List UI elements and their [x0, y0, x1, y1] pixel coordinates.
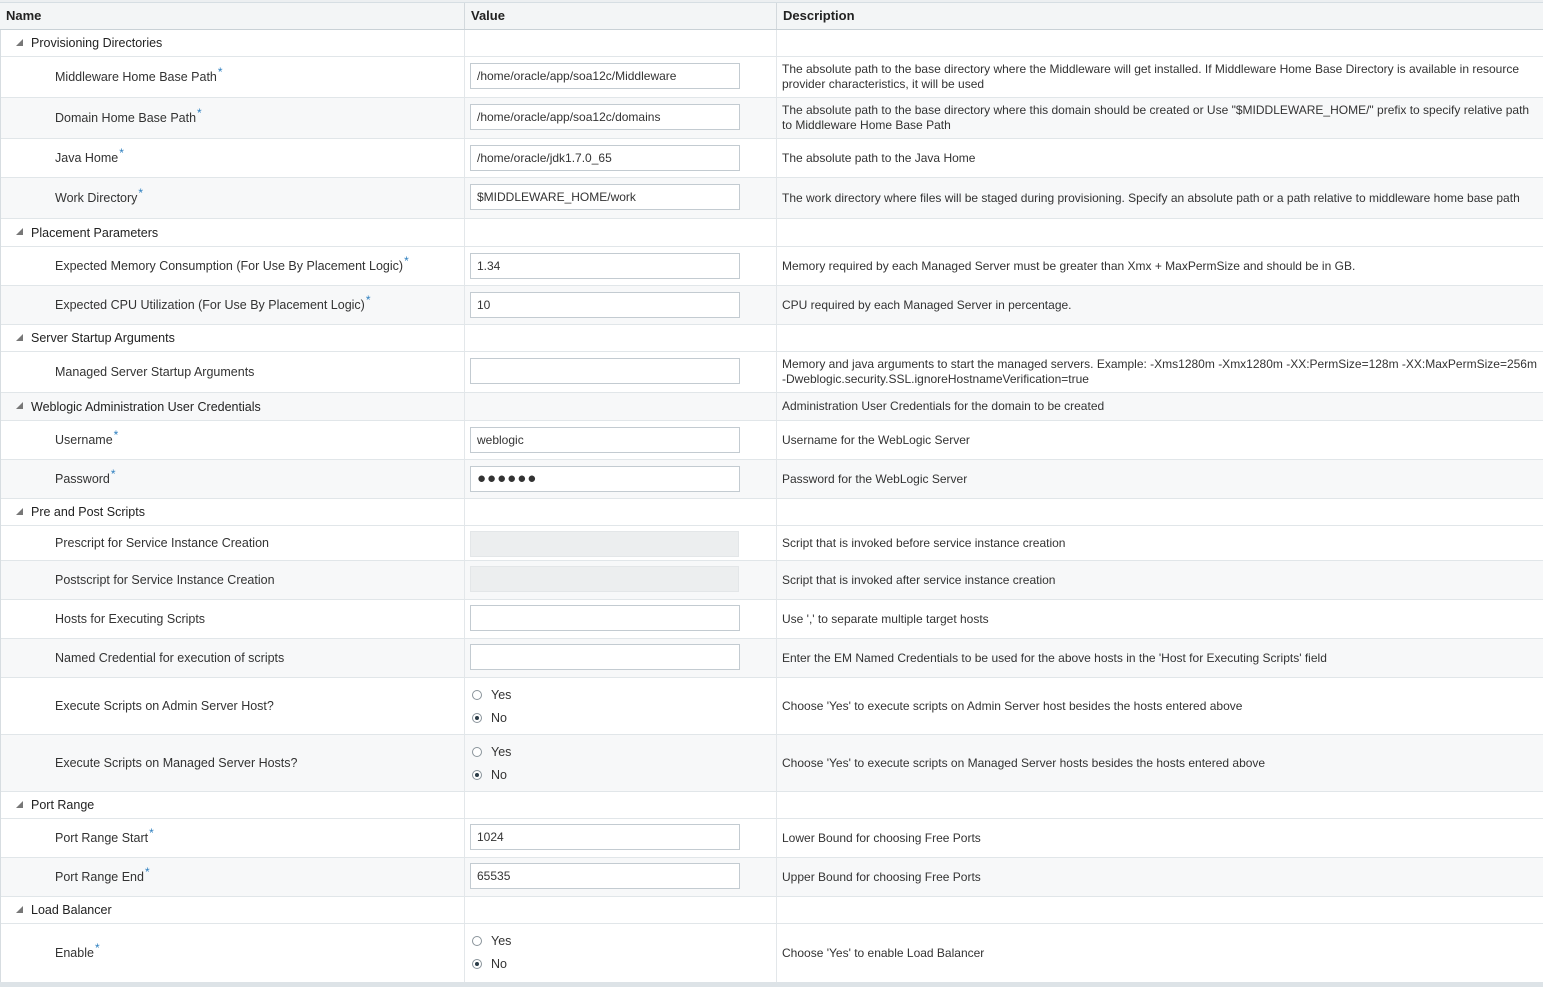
table-row	[0, 819, 1543, 858]
row-label: Execute Scripts on Managed Server Hosts?	[55, 756, 298, 770]
row-description: Use ',' to separate multiple target hosts	[782, 611, 989, 626]
row-label: Username	[55, 433, 113, 447]
radio-option-yes[interactable]: Yes	[472, 740, 511, 763]
username-input[interactable]: weblogic	[470, 427, 740, 453]
group-row-startup[interactable]	[0, 325, 1543, 352]
group-label: Port Range	[31, 798, 95, 812]
postscript-field[interactable]	[470, 566, 739, 592]
row-description: Memory required by each Managed Server must be greater than Xmx + MaxPermSize and should be in GB.	[782, 258, 1356, 273]
middleware-home-input[interactable]: /home/oracle/app/soa12c/Middleware	[470, 63, 740, 89]
required-marker: *	[217, 65, 223, 79]
cpu-utilization-input[interactable]: 10	[470, 292, 740, 318]
group-label: Server Startup Arguments	[31, 331, 175, 345]
table-row	[0, 352, 1543, 393]
table-row	[0, 247, 1543, 286]
row-label: Enable	[55, 946, 94, 960]
row-label: Port Range Start	[55, 831, 149, 845]
group-row-scripts[interactable]	[0, 499, 1543, 526]
row-label: Execute Scripts on Admin Server Host?	[55, 699, 274, 713]
group-label: Placement Parameters	[31, 225, 159, 240]
required-marker: *	[404, 254, 409, 268]
row-description: The absolute path to the base directory where the Middleware will get installed. If Middleware Home Base Directory is available in resource provider characteristics, it will be used	[782, 62, 1520, 91]
table-row	[0, 98, 1543, 139]
password-input[interactable]: ●●●●●●	[470, 466, 740, 492]
row-description: CPU required by each Managed Server in percentage.	[782, 297, 1072, 312]
required-marker: *	[365, 293, 371, 307]
memory-consumption-input[interactable]: 1.34	[470, 253, 740, 279]
radio-option-no[interactable]: No	[472, 706, 511, 729]
row-label: Hosts for Executing Scripts	[55, 612, 206, 626]
collapse-triangle-icon[interactable]	[16, 334, 23, 341]
required-marker: *	[197, 106, 202, 120]
table-row	[0, 139, 1543, 178]
left-border	[0, 30, 1, 982]
table-row	[0, 57, 1543, 98]
row-label: Work Directory	[55, 191, 138, 205]
row-label: Domain Home Base Path	[55, 111, 197, 125]
group-row-placement[interactable]	[0, 219, 1543, 247]
group-label: Load Balancer	[31, 903, 112, 917]
column-header-description[interactable]: Description	[783, 8, 855, 23]
radio-option-no[interactable]: No	[472, 763, 511, 786]
group-label: Provisioning Directories	[31, 36, 163, 50]
startup-arguments-input[interactable]	[470, 358, 740, 384]
row-description: Enter the EM Named Credentials to be used for the above hosts in the 'Host for Executing Scripts' field	[782, 650, 1327, 665]
table-row	[0, 924, 1543, 982]
collapse-triangle-icon[interactable]	[16, 801, 23, 808]
prescript-field[interactable]	[470, 531, 739, 557]
row-label: Port Range End	[55, 870, 144, 884]
row-label: Java Home	[55, 151, 119, 165]
radio-option-no[interactable]: No	[472, 952, 511, 975]
port-range-start-input[interactable]: 1024	[470, 824, 740, 850]
table-row	[0, 526, 1543, 561]
row-description: Memory and java arguments to start the managed servers. Example: -Xms1280m -Xmx1280m -XX:PermSize=128m -XX:MaxPermSize=256m -Dweblogic.security.SSL.ignoreHostnameVerification=true	[782, 357, 1537, 386]
required-marker: *	[119, 146, 124, 160]
table-row	[0, 561, 1543, 600]
row-description: Script that is invoked after service instance creation	[782, 572, 1056, 587]
table-header	[0, 3, 1543, 30]
table-row	[0, 735, 1543, 792]
table-row	[0, 600, 1543, 639]
radio-button[interactable]	[472, 936, 482, 946]
row-description: Choose 'Yes' to enable Load Balancer	[782, 945, 985, 960]
group-label: Weblogic Administration User Credentials	[31, 399, 261, 414]
table-row	[0, 858, 1543, 897]
row-description: The work directory where files will be staged during provisioning. Specify an absolute path or a path relative to middleware home base path	[782, 190, 1520, 205]
row-label: Middleware Home Base Path	[55, 70, 217, 84]
table-row	[0, 639, 1543, 678]
work-directory-input[interactable]: $MIDDLEWARE_HOME/work	[470, 184, 740, 210]
radio-button-selected[interactable]	[472, 959, 482, 969]
java-home-input[interactable]: /home/oracle/jdk1.7.0_65	[470, 145, 740, 171]
group-row-load-balancer[interactable]	[0, 897, 1543, 924]
table-row	[0, 178, 1543, 219]
group-row-provisioning[interactable]	[0, 30, 1543, 57]
row-description: Password for the WebLogic Server	[782, 471, 968, 486]
row-description: The absolute path to the base directory where this domain should be created or Use "$MIDDLEWARE_HOME/" prefix to specify relative path to Middleware Home Base Path	[782, 103, 1530, 132]
row-description: The absolute path to the Java Home	[782, 150, 976, 165]
row-label: Postscript for Service Instance Creation	[55, 573, 275, 587]
required-marker: *	[149, 826, 154, 840]
admin-host-radio-group	[472, 683, 511, 729]
bottom-border	[0, 982, 1543, 987]
table-row	[0, 460, 1543, 499]
group-row-credentials[interactable]	[0, 393, 1543, 421]
group-description: Administration User Credentials for the domain to be created	[782, 399, 1105, 413]
column-header-value[interactable]: Value	[465, 3, 777, 29]
required-marker: *	[113, 428, 119, 442]
row-label: Prescript for Service Instance Creation	[55, 536, 269, 550]
collapse-triangle-icon[interactable]	[16, 508, 23, 515]
required-marker: *	[110, 467, 116, 481]
collapse-triangle-icon[interactable]	[16, 906, 23, 913]
row-description: Lower Bound for choosing Free Ports	[782, 830, 981, 845]
row-description: Choose 'Yes' to execute scripts on Admin Server host besides the hosts entered above	[782, 698, 1243, 713]
row-label: Password	[55, 472, 110, 486]
row-description: Upper Bound for choosing Free Ports	[782, 869, 981, 884]
radio-button-selected[interactable]	[472, 770, 482, 780]
radio-option-yes[interactable]: Yes	[472, 929, 511, 952]
hosts-input[interactable]	[470, 605, 740, 631]
group-row-ports[interactable]	[0, 792, 1543, 819]
row-description: Choose 'Yes' to execute scripts on Managed Server hosts besides the hosts entered above	[782, 755, 1266, 770]
table-row	[0, 286, 1543, 325]
radio-button-selected[interactable]	[472, 713, 482, 723]
required-marker: *	[144, 865, 150, 879]
table-row	[0, 421, 1543, 460]
load-balancer-radio-group	[472, 929, 511, 975]
required-marker: *	[138, 186, 144, 200]
radio-button[interactable]	[472, 690, 482, 700]
port-range-end-input[interactable]: 65535	[470, 863, 740, 889]
group-label: Pre and Post Scripts	[31, 505, 145, 519]
required-marker: *	[94, 941, 100, 955]
collapse-triangle-icon[interactable]	[16, 228, 23, 235]
row-label: Expected Memory Consumption (For Use By Placement Logic)	[55, 259, 404, 273]
row-label: Expected CPU Utilization (For Use By Placement Logic)	[55, 298, 365, 312]
domain-home-input[interactable]: /home/oracle/app/soa12c/domains	[470, 104, 740, 130]
radio-button[interactable]	[472, 747, 482, 757]
managed-hosts-radio-group	[472, 740, 511, 786]
radio-option-yes[interactable]: Yes	[472, 683, 511, 706]
column-header-name[interactable]: Name	[0, 3, 465, 29]
table-row	[0, 678, 1543, 735]
row-description: Script that is invoked before service instance creation	[782, 535, 1066, 550]
collapse-triangle-icon[interactable]	[16, 402, 23, 409]
row-description: Username for the WebLogic Server	[782, 432, 970, 447]
collapse-triangle-icon[interactable]	[16, 39, 23, 46]
row-label: Managed Server Startup Arguments	[55, 365, 255, 379]
row-label: Named Credential for execution of scripts	[55, 651, 285, 665]
named-credential-input[interactable]	[470, 644, 740, 670]
